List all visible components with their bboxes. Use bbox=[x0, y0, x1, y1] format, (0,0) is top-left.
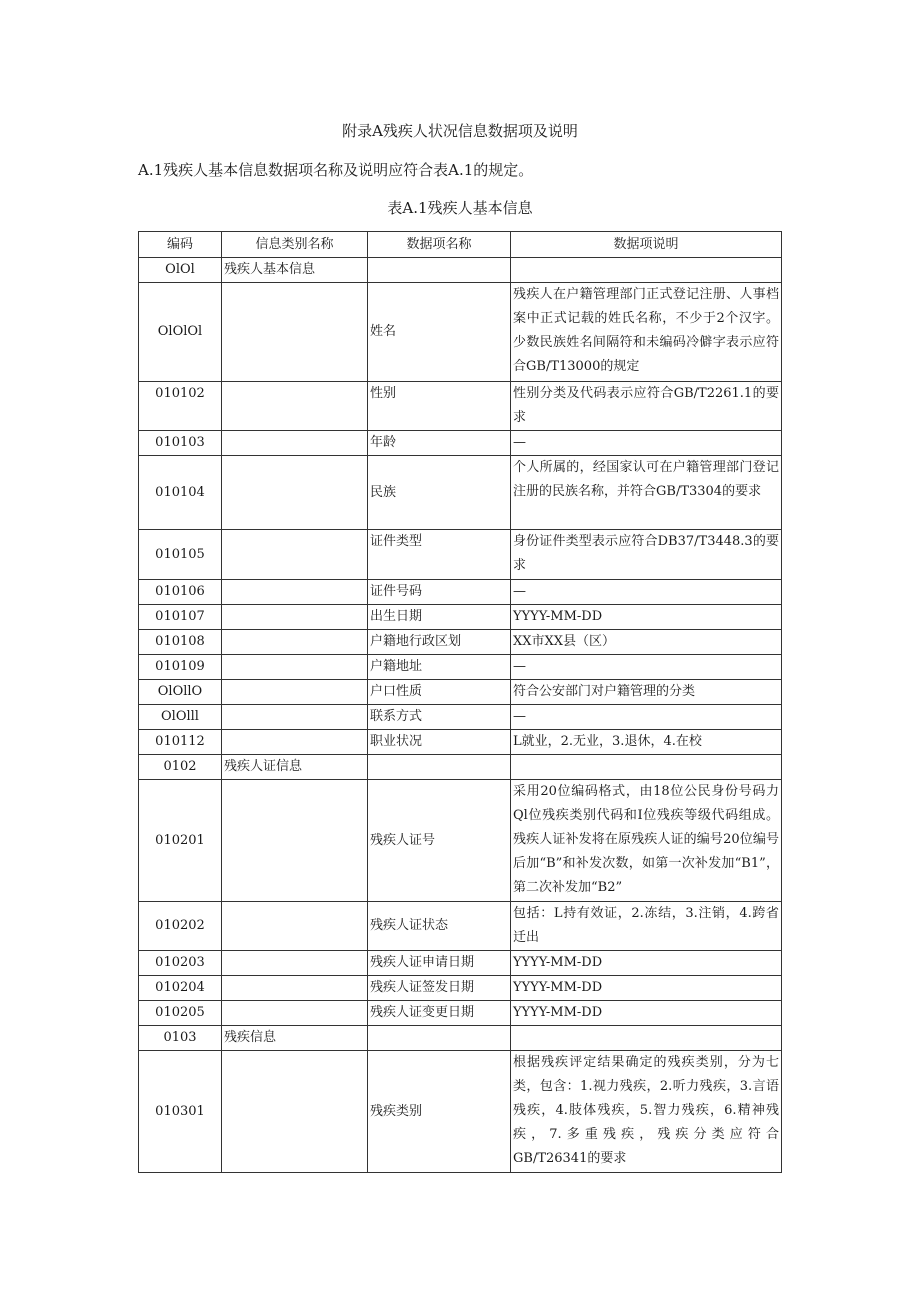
cell-code: 0102 bbox=[139, 755, 222, 780]
cell-code: 010106 bbox=[139, 580, 222, 605]
cell-category bbox=[222, 680, 368, 705]
cell-item-description: YYYY-MM-DD bbox=[511, 605, 782, 630]
cell-item-description: 残疾人在户籍管理部门正式登记注册、人事档案中正式记载的姓氏名称，不少于2个汉字。少数民族姓名间隔符和未编码冷僻字表示应符合GB/T13000的规定 bbox=[511, 283, 782, 382]
table-header-row bbox=[139, 232, 782, 258]
cell-category bbox=[222, 456, 368, 530]
table-row bbox=[139, 456, 782, 530]
table-row bbox=[139, 530, 782, 580]
table-row bbox=[139, 431, 782, 456]
cell-category bbox=[222, 655, 368, 680]
table-row bbox=[139, 283, 782, 382]
cell-category bbox=[222, 431, 368, 456]
cell-code: 010105 bbox=[139, 530, 222, 580]
cell-category bbox=[222, 1001, 368, 1026]
table-row bbox=[139, 951, 782, 976]
cell-category bbox=[222, 902, 368, 951]
table-row bbox=[139, 976, 782, 1001]
cell-item-description: — bbox=[511, 580, 782, 605]
header-code: 编码 bbox=[139, 232, 222, 258]
cell-code: 010202 bbox=[139, 902, 222, 951]
cell-item-name: 残疾类别 bbox=[368, 1051, 511, 1173]
cell-code: 010108 bbox=[139, 630, 222, 655]
cell-category bbox=[222, 530, 368, 580]
cell-item-description: 采用20位编码格式，由18位公民身份号码力Ql位残疾类别代码和I位残疾等级代码组成。残疾人证补发将在原残疾人证的编号20位编号后加“B”和补发次数，如第一次补发加“B1”，第二次补发加“B2” bbox=[511, 780, 782, 902]
cell-category bbox=[222, 580, 368, 605]
table-row bbox=[139, 755, 782, 780]
cell-code: 010103 bbox=[139, 431, 222, 456]
cell-category: 残疾人证信息 bbox=[222, 755, 368, 780]
cell-item-name: 出生日期 bbox=[368, 605, 511, 630]
cell-item-description: L就业，2.无业，3.退休，4.在校 bbox=[511, 730, 782, 755]
section-intro: A.1残疾人基本信息数据项名称及说明应符合表A.1的规定。 bbox=[138, 161, 534, 179]
cell-code: OlOllO bbox=[139, 680, 222, 705]
table-row bbox=[139, 1026, 782, 1051]
cell-code: OlOlOl bbox=[139, 283, 222, 382]
table-row bbox=[139, 1001, 782, 1026]
cell-category: 残疾信息 bbox=[222, 1026, 368, 1051]
table-row bbox=[139, 730, 782, 755]
table-row bbox=[139, 780, 782, 902]
disability-basic-info-table bbox=[138, 231, 782, 1173]
cell-item-description: 符合公安部门对户籍管理的分类 bbox=[511, 680, 782, 705]
table-row bbox=[139, 605, 782, 630]
cell-item-description: XX市XX县（区） bbox=[511, 630, 782, 655]
cell-item-name bbox=[368, 755, 511, 780]
table-row bbox=[139, 902, 782, 951]
table-row bbox=[139, 655, 782, 680]
cell-item-description: 性别分类及代码表示应符合GB/T2261.1的要求 bbox=[511, 382, 782, 431]
cell-code: 010201 bbox=[139, 780, 222, 902]
cell-category: 残疾人基本信息 bbox=[222, 258, 368, 283]
cell-item-name: 残疾人证号 bbox=[368, 780, 511, 902]
cell-item-name: 证件号码 bbox=[368, 580, 511, 605]
cell-item-description: — bbox=[511, 431, 782, 456]
cell-category bbox=[222, 780, 368, 902]
cell-item-description: YYYY-MM-DD bbox=[511, 1001, 782, 1026]
table-body bbox=[139, 258, 782, 1173]
cell-item-name: 残疾人证变更日期 bbox=[368, 1001, 511, 1026]
cell-code: 010107 bbox=[139, 605, 222, 630]
cell-item-description bbox=[511, 1026, 782, 1051]
cell-category bbox=[222, 705, 368, 730]
cell-code: 0103 bbox=[139, 1026, 222, 1051]
cell-code: 010112 bbox=[139, 730, 222, 755]
table-row bbox=[139, 258, 782, 283]
table-row bbox=[139, 680, 782, 705]
table-row bbox=[139, 382, 782, 431]
cell-item-name: 户口性质 bbox=[368, 680, 511, 705]
cell-code: 010109 bbox=[139, 655, 222, 680]
cell-code: 010205 bbox=[139, 1001, 222, 1026]
cell-item-description bbox=[511, 258, 782, 283]
table-row bbox=[139, 1051, 782, 1173]
cell-code: 010204 bbox=[139, 976, 222, 1001]
cell-category bbox=[222, 730, 368, 755]
cell-category bbox=[222, 283, 368, 382]
cell-item-description: YYYY-MM-DD bbox=[511, 951, 782, 976]
cell-category bbox=[222, 382, 368, 431]
table-row bbox=[139, 630, 782, 655]
cell-item-name: 性别 bbox=[368, 382, 511, 431]
cell-item-description: YYYY-MM-DD bbox=[511, 976, 782, 1001]
cell-category bbox=[222, 1051, 368, 1173]
cell-item-description: — bbox=[511, 655, 782, 680]
header-item-description: 数据项说明 bbox=[511, 232, 782, 258]
cell-code: 010301 bbox=[139, 1051, 222, 1173]
cell-item-description: 包括：L持有效证，2.冻结，3.注销，4.跨省迁出 bbox=[511, 902, 782, 951]
cell-category bbox=[222, 630, 368, 655]
cell-item-name: 户籍地址 bbox=[368, 655, 511, 680]
cell-item-description: 身份证件类型表示应符合DB37/T3448.3的要求 bbox=[511, 530, 782, 580]
cell-item-name: 职业状况 bbox=[368, 730, 511, 755]
cell-code: 010203 bbox=[139, 951, 222, 976]
cell-category bbox=[222, 976, 368, 1001]
cell-item-name: 户籍地行政区划 bbox=[368, 630, 511, 655]
cell-item-description: 个人所属的，经国家认可在户籍管理部门登记注册的民族名称，并符合GB/T3304的要求 bbox=[511, 456, 782, 530]
table-caption: 表A.1残疾人基本信息 bbox=[387, 199, 533, 217]
cell-item-name: 姓名 bbox=[368, 283, 511, 382]
cell-code: 010104 bbox=[139, 456, 222, 530]
cell-item-name: 民族 bbox=[368, 456, 511, 530]
cell-code: OlOl bbox=[139, 258, 222, 283]
cell-item-name: 联系方式 bbox=[368, 705, 511, 730]
header-item-name: 数据项名称 bbox=[368, 232, 511, 258]
table-row bbox=[139, 705, 782, 730]
cell-category bbox=[222, 951, 368, 976]
table-row bbox=[139, 580, 782, 605]
cell-item-name: 残疾人证状态 bbox=[368, 902, 511, 951]
cell-item-description: — bbox=[511, 705, 782, 730]
cell-item-name: 年龄 bbox=[368, 431, 511, 456]
appendix-title: 附录A残疾人状况信息数据项及说明 bbox=[342, 122, 578, 140]
cell-item-name bbox=[368, 258, 511, 283]
cell-item-description: 根据残疾评定结果确定的残疾类别，分为七类，包含：1.视力残疾，2.听力残疾，3.言语残疾，4.肢体残疾，5.智力残疾，6.精神残疾，7.多重残疾，残疾分类应符合GB/T26341的要求 bbox=[511, 1051, 782, 1173]
cell-category bbox=[222, 605, 368, 630]
header-category: 信息类别名称 bbox=[222, 232, 368, 258]
cell-item-name: 残疾人证签发日期 bbox=[368, 976, 511, 1001]
cell-code: 010102 bbox=[139, 382, 222, 431]
cell-item-name: 证件类型 bbox=[368, 530, 511, 580]
cell-item-description bbox=[511, 755, 782, 780]
cell-item-name bbox=[368, 1026, 511, 1051]
cell-code: OlOlll bbox=[139, 705, 222, 730]
cell-item-name: 残疾人证申请日期 bbox=[368, 951, 511, 976]
